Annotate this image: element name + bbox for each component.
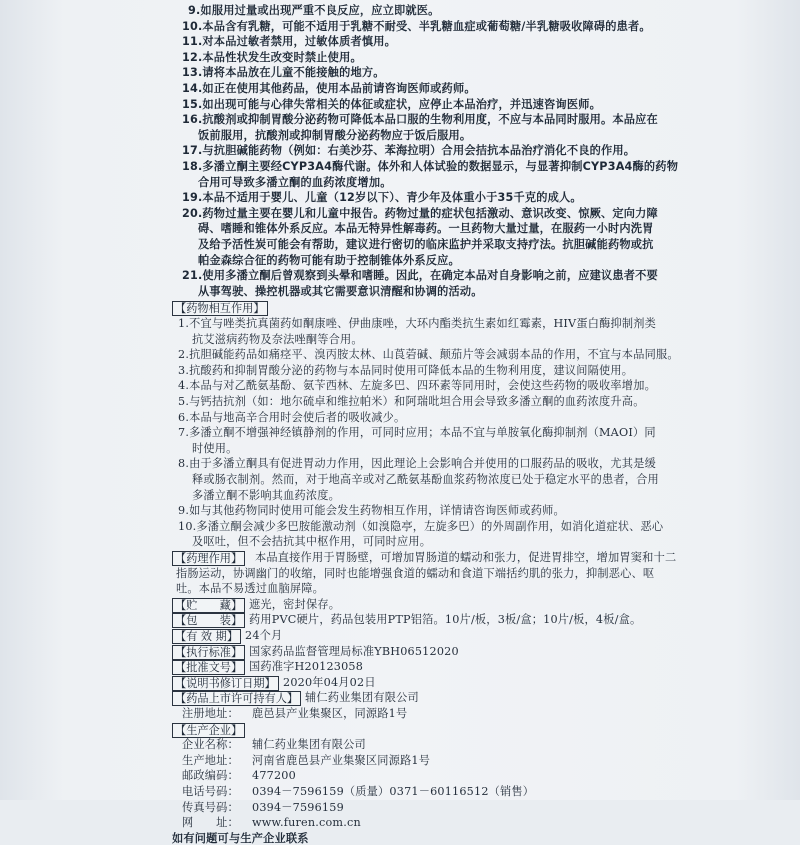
warning-line: 13.请将本品放在儿童不能接触的地方。 — [182, 66, 385, 80]
warning-line: 12.本品性状发生改变时禁止使用。 — [182, 50, 362, 64]
approval-label: 【批准文号】 — [172, 660, 245, 675]
warning-line: 16.抗酸剂或抑制胃酸分泌药物可降低本品口服的生物利用度，不应与本品同时服用。本品应在 — [182, 113, 658, 127]
approval-value: 国药准字H20123058 — [249, 660, 364, 674]
storage-value: 遮光，密封保存。 — [249, 597, 341, 611]
interaction-line: 8.由于多潘立酮具有促进胃动力作用，因此理论上会影响合并使用的口服药品的吸收，尤其是缓 — [178, 457, 656, 471]
pharmacology-line: 吐。本品不易透过血脑屏障。 — [176, 582, 325, 596]
warning-line: 20.药物过量主要在婴儿和儿童中报告。药物过量的症状包括激动、意识改变、惊厥、定向力障 — [182, 206, 658, 220]
warning-line: 11.对本品过敏者禁用，过敏体质者慎用。 — [182, 35, 397, 49]
manufacturer-label: 生产地址： — [182, 753, 239, 767]
holder-address-value: 鹿邑县产业集聚区，同源路1号 — [252, 707, 408, 720]
interaction-line: 4.本品与对乙酰氨基酚、氨苄西林、左旋多巴、四环素等同用时，会使这些药物的吸收率增加。 — [178, 379, 656, 393]
interaction-line: 9.如与其他药物同时使用可能会发生药物相互作用，详情请咨询医师或药师。 — [178, 504, 565, 518]
interaction-line: 3.抗酸药和抑制胃酸分泌的药物与本品同时使用可降低本品的生物利用度，建议间隔使用。 — [178, 363, 634, 377]
manufacturer-value: 辅仁药业集团有限公司 — [252, 738, 366, 752]
manufacturer-value: www.furen.com.cn — [252, 816, 361, 830]
interaction-line: 2.抗胆碱能药品如痛痉平、溴丙胺太林、山莨菪碱、颠茄片等会减弱本品的作用，不宜与本品同服。 — [178, 348, 679, 362]
expiry-label: 【有 效 期】 — [172, 629, 241, 644]
warning-line: 18.多潘立酮主要经CYP3A4酶代谢。体外和人体试验的数据显示，与显著抑制CYP3A4酶的药物 — [182, 160, 679, 173]
interaction-line: 10.多潘立酮会减少多巴胺能激动剂（如溴隐亭，左旋多巴）的外周副作用，如消化道症状、恶心 — [178, 519, 664, 533]
pharmacology-line: 指肠运动，协调幽门的收缩，同时也能增强食道的蠕动和食道下端括约肌的张力，抑制恶心、呕 — [176, 566, 655, 580]
revision-date-value: 2020年04月02日 — [283, 675, 376, 689]
warning-line: 15.如出现可能与心律失常相关的体征或症状，应停止本品治疗，并迅速咨询医师。 — [182, 97, 601, 111]
revision-date-label: 【说明书修订日期】 — [172, 676, 279, 691]
standard-value: 国家药品监督管理局标准YBH06512020 — [249, 644, 459, 658]
standard-label: 【执行标准】 — [172, 645, 245, 660]
interaction-line: 5.与钙拮抗剂（如：地尔硫卓和维拉帕米）和阿瑞吡坦合用会导致多潘立酮的血药浓度升高。 — [178, 395, 645, 408]
warning-line: 帕金森综合征的药物可能有助于控制锥体外系反应。 — [198, 253, 460, 267]
contact-footer: 如有问题可与生产企业联系 — [172, 831, 309, 845]
warning-line: 9.如服用过量或出现严重不良反应，应立即就医。 — [188, 4, 440, 17]
interaction-line: 及呕吐，但不会拮抗其中枢作用，可同时应用。 — [192, 535, 432, 549]
warning-line: 合用可导致多潘立酮的血药浓度增加。 — [198, 175, 392, 189]
manufacturer-label: 企业名称： — [182, 738, 239, 752]
interaction-line: 时使用。 — [192, 441, 238, 455]
warning-line: 及给予活性炭可能会有帮助，建议进行密切的临床监护并采取支持疗法。抗胆碱能药物或抗 — [198, 238, 654, 251]
warning-line: 从事驾驶、操控机器或其它需要意识清醒和协调的活动。 — [198, 284, 483, 298]
warning-line: 饭前服用，抗酸剂或抑制胃酸分泌药物应于饭后服用。 — [198, 128, 472, 142]
warning-line: 碍、嗜睡和锥体外系反应。本品无特异性解毒药。一旦药物大量过量，在服药一小时内洗胃 — [198, 222, 654, 236]
mah-value: 辅仁药业集团有限公司 — [305, 691, 419, 705]
manufacturer-value: 0394－7596159 — [252, 800, 344, 814]
interactions-header: 【药物相互作用】 — [172, 301, 268, 316]
interaction-line: 6.本品与地高辛合用时会使后者的吸收减少。 — [178, 410, 406, 424]
interaction-line: 7.多潘立酮不增强神经镇静剂的作用，可同时应用；本品不宜与单胺氧化酶抑制剂（MAOI）同 — [178, 426, 656, 440]
pharmacology-line: 本品直接作用于胃肠壁，可增加胃肠道的蠕动和张力，促进胃排空，增加胃窦和十二 — [255, 551, 677, 564]
manufacturer-label: 电话号码： — [182, 785, 239, 798]
storage-label: 【贮 藏】 — [172, 598, 245, 613]
manufacturer-header: 【生产企业】 — [172, 723, 245, 738]
warning-line: 21.使用多潘立酮后曾观察到头晕和嗜睡。因此，在确定本品对自身影响之前，应建议患者不要 — [182, 269, 658, 283]
packaging-value: 药用PVC硬片，药品包装用PTP铝箔。10片/板，3板/盒；10片/板，4板/盒。 — [249, 613, 642, 627]
manufacturer-value: 0394－7596159（质量）0371－60116512（销售） — [252, 785, 535, 798]
warning-line: 14.如正在使用其他药品，使用本品前请咨询医师或药师。 — [182, 82, 476, 95]
manufacturer-label: 传真号码： — [182, 800, 239, 814]
manufacturer-value: 477200 — [252, 769, 296, 783]
warning-line: 10.本品含有乳糖，可能不适用于乳糖不耐受、半乳糖血症或葡萄糖/半乳糖吸收障碍的患者。 — [182, 19, 651, 33]
expiry-value: 24个月 — [245, 629, 283, 642]
manufacturer-label: 邮政编码： — [182, 769, 239, 783]
manufacturer-label: 网 址： — [182, 816, 239, 830]
packaging-label: 【包 装】 — [172, 613, 245, 628]
interaction-line: 抗艾滋病药物及奈法唑酮等合用。 — [192, 332, 363, 346]
mah-label: 【药品上市许可持有人】 — [172, 691, 301, 706]
interaction-line: 多潘立酮不影响其血药浓度。 — [192, 488, 341, 502]
warning-line: 17.与抗胆碱能药物（例如：右美沙芬、苯海拉明）合用会拮抗本品治疗消化不良的作用。 — [182, 144, 636, 158]
interaction-line: 释或肠衣制剂。然而，对于地高辛或对乙酰氨基酚血浆药物浓度已处于稳定水平的患者，合用 — [192, 473, 659, 486]
pharmacology-header: 【药理作用】 — [172, 551, 245, 566]
manufacturer-value: 河南省鹿邑县产业集聚区同源路1号 — [252, 753, 431, 767]
warning-line: 19.本品不适用于婴儿、儿童（12岁以下）、青少年及体重小于35千克的成人。 — [182, 191, 582, 205]
holder-address-label: 注册地址： — [182, 707, 239, 720]
interaction-line: 1.不宜与唑类抗真菌药如酮康唑、伊曲康唑，大环内酯类抗生素如红霉素，HIV蛋白酶抑制剂类 — [178, 317, 657, 330]
